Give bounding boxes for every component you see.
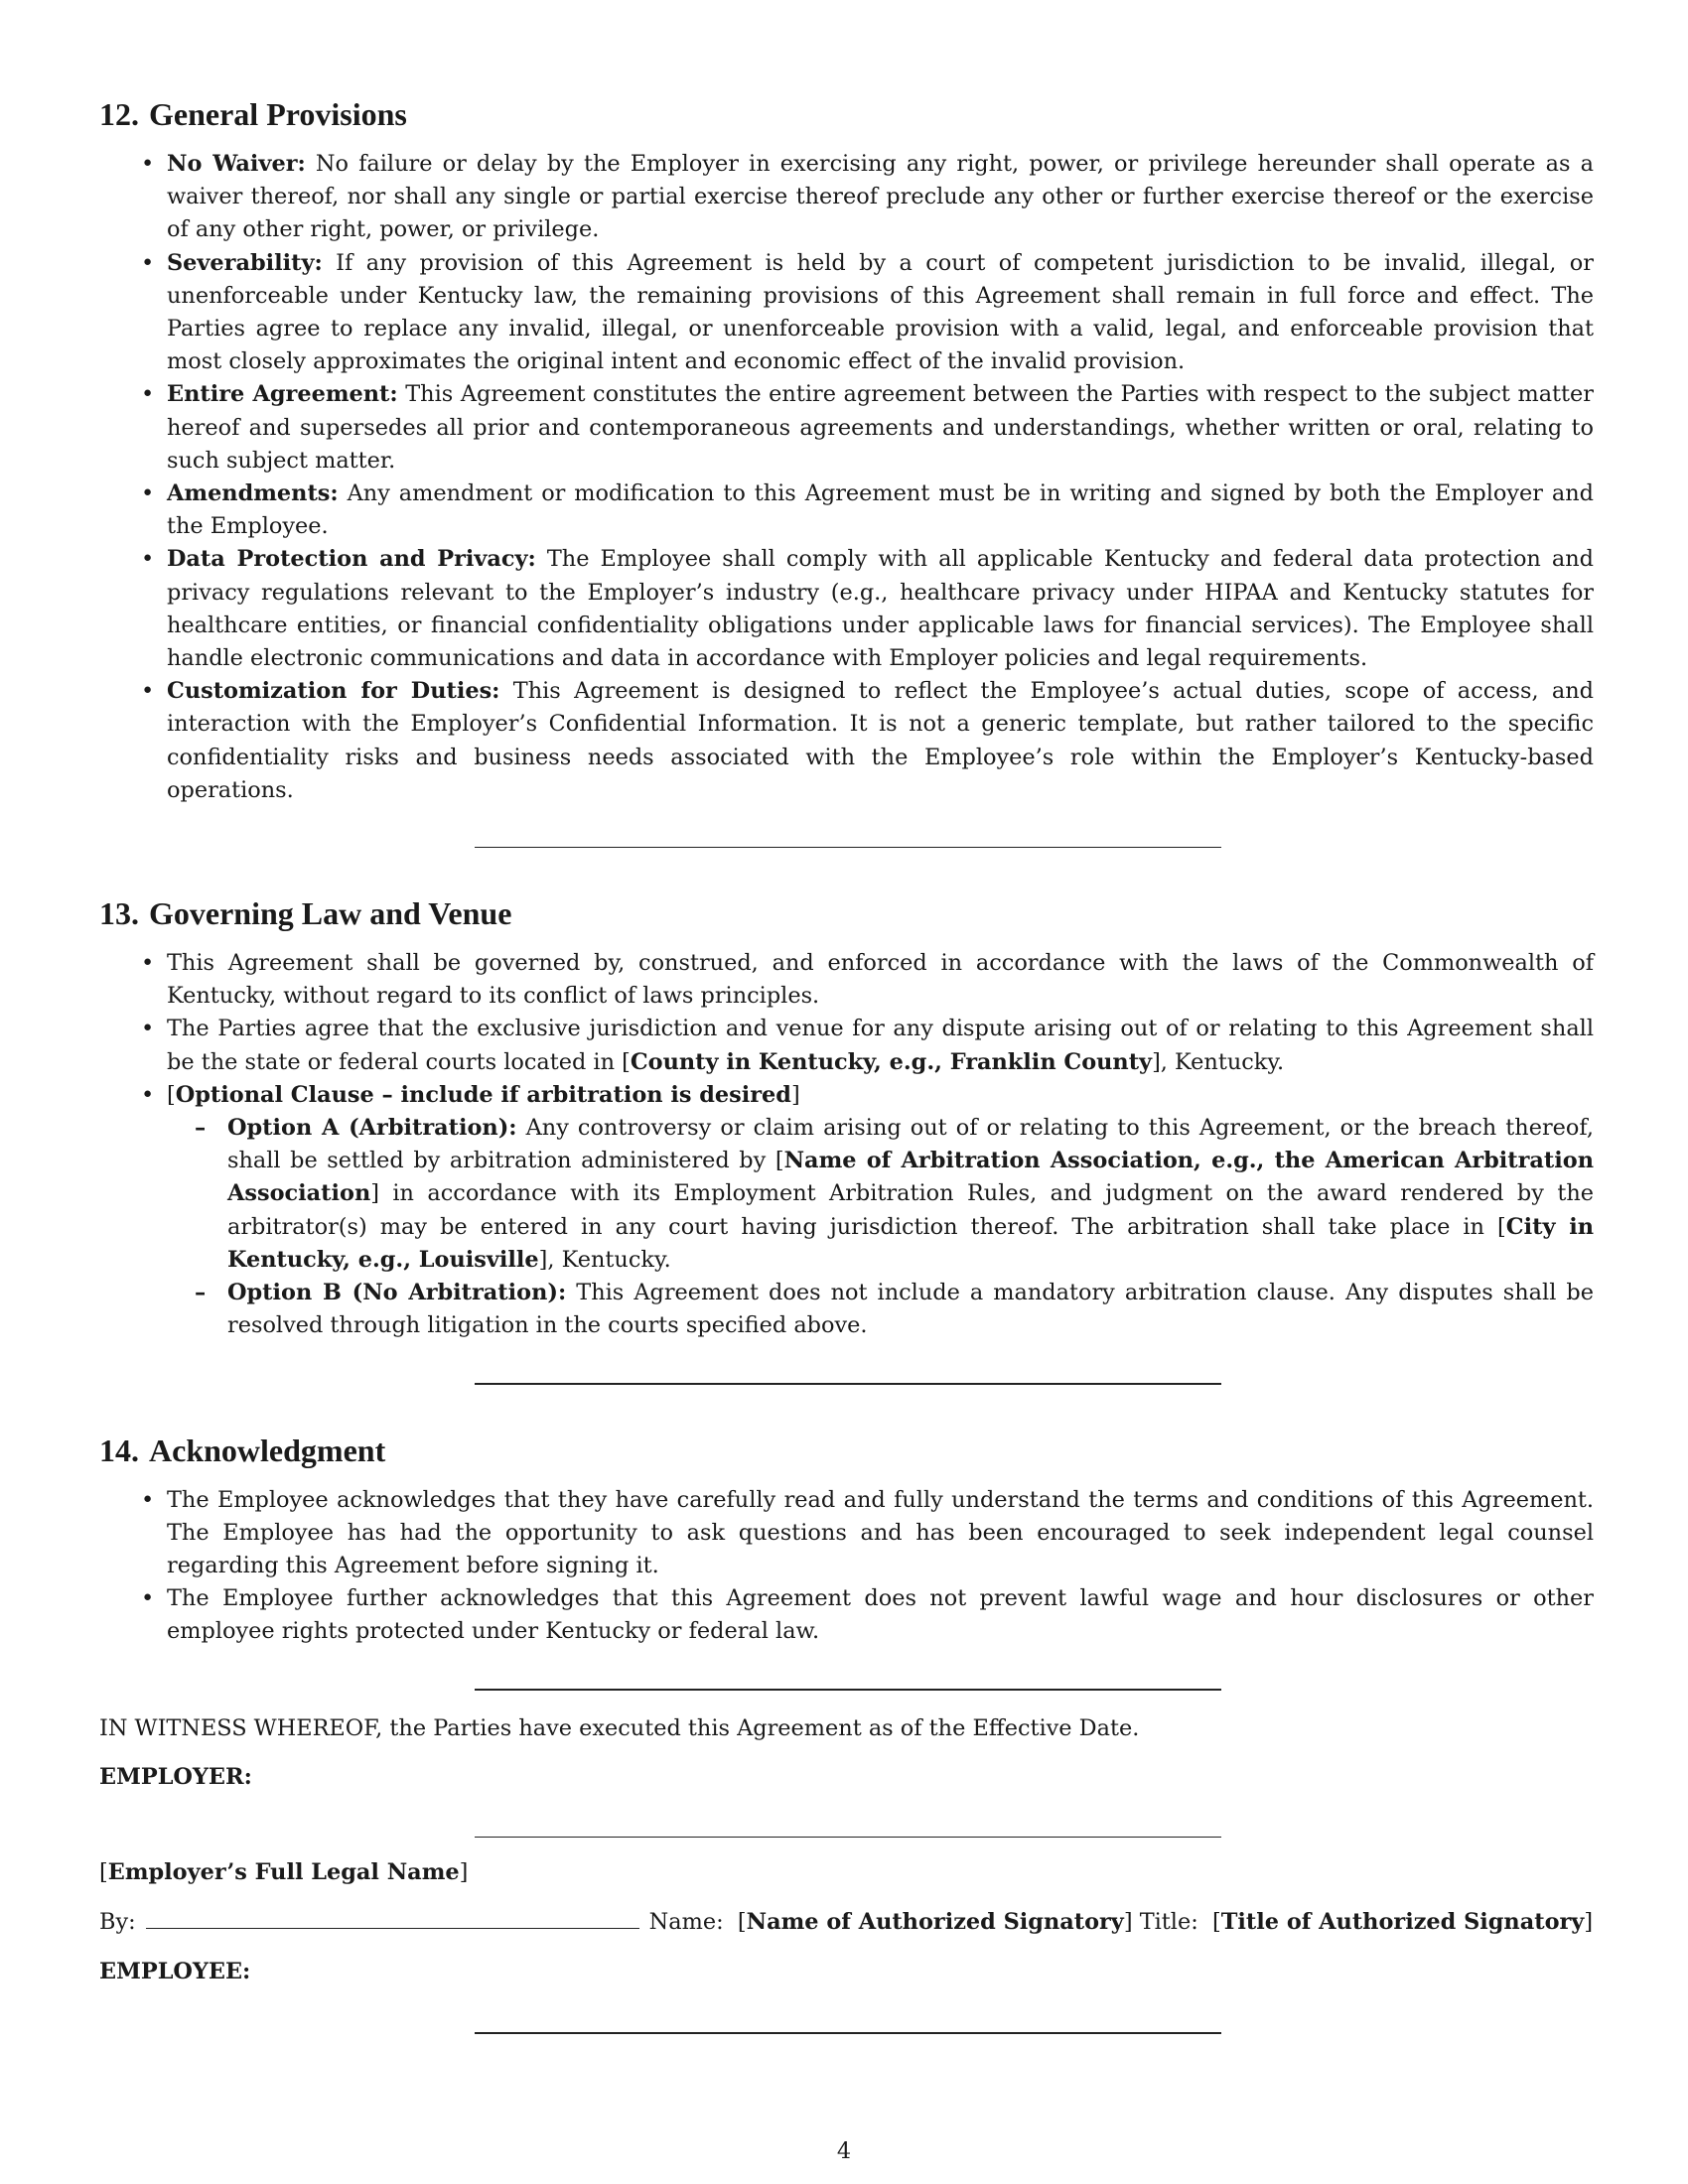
bracket: ]	[790, 1081, 800, 1108]
item-label: Data Protection and Privacy:	[167, 546, 536, 573]
by-signature-blank[interactable]	[146, 1906, 639, 1929]
section-divider	[475, 1383, 1221, 1385]
page-number: 4	[836, 2138, 852, 2164]
item-text: ], Kentucky.	[1152, 1048, 1285, 1075]
employer-name-line	[99, 1856, 1594, 1889]
bracket: [	[99, 1858, 108, 1885]
item-label: Customization for Duties:	[167, 678, 500, 705]
option-label: Option A (Arbitration):	[227, 1115, 517, 1142]
section-title: Acknowledgment	[149, 1432, 386, 1468]
name-label: Name:	[648, 1909, 724, 1936]
option-text: This Agreement does not include a mandatory arbitration clause. Any disputes shall be resolved through litigation in the courts specified above.	[227, 1280, 1594, 1339]
section-14-heading	[99, 1431, 1594, 1470]
item-label: Entire Agreement:	[167, 381, 398, 408]
list-item	[99, 1484, 1594, 1583]
section-12-heading	[99, 94, 1594, 134]
list-item	[99, 947, 1594, 1013]
employer-signature-line[interactable]	[475, 1837, 1221, 1838]
section-13-list	[99, 947, 1594, 1342]
list-item	[99, 675, 1594, 807]
item-label: Severability:	[167, 249, 323, 276]
bracket: ]	[459, 1858, 469, 1885]
signatory-line	[99, 1906, 1594, 1939]
option-list	[167, 1112, 1594, 1342]
witness-statement: IN WITNESS WHEREOF, the Parties have executed this Agreement as of the Effective Date.	[99, 1714, 1140, 1741]
by-label: By:	[99, 1909, 136, 1936]
item-text: This Agreement is designed to reflect the Employee’s actual duties, scope of access, and interaction with the Employer’s Confidential Information. It is not a generic template, but rather tailored to the specific confidentiality risks and business needs associated with the Employee’s role within the Employer’s Kentucky-based operations.	[167, 678, 1594, 803]
item-label: Amendments:	[167, 480, 339, 507]
list-item	[99, 1582, 1594, 1648]
item-label: No Waiver:	[167, 151, 306, 177]
section-number: 12.	[99, 96, 139, 132]
section-divider	[475, 1689, 1221, 1691]
title-label: Title:	[1139, 1909, 1198, 1936]
bracket: ]	[1584, 1909, 1594, 1936]
placeholder-arbitration-association: Name of Arbitration Association, e.g., the American Arbitration Association	[227, 1148, 1594, 1207]
signatory-name-placeholder: Name of Authorized Signatory	[746, 1909, 1124, 1936]
option-a	[167, 1112, 1594, 1277]
bracket: ]	[1123, 1909, 1133, 1936]
section-title: General Provisions	[149, 96, 407, 132]
employer-name-placeholder: Employer’s Full Legal Name	[107, 1858, 460, 1885]
item-text: The Employee further acknowledges that this Agreement does not prevent lawful wage and hour disclosures or other employee rights protected under Kentucky or federal law.	[167, 1585, 1594, 1645]
bracket: [	[737, 1909, 747, 1936]
section-13-heading	[99, 893, 1594, 933]
section-number: 14.	[99, 1432, 139, 1468]
placeholder-county: County in Kentucky, e.g., Franklin County	[630, 1048, 1153, 1075]
item-text: The Employee acknowledges that they have carefully read and fully understand the terms and conditions of this Agreement. The Employee has had the opportunity to ask questions and has been encouraged to seek independent legal counsel regarding this Agreement before signing it.	[167, 1486, 1594, 1578]
section-12-list	[99, 148, 1594, 807]
option-text: Any controversy or claim arising out of or relating to this Agreement, or the breach thereof, shall be settled by arbitration administered by [	[227, 1115, 1594, 1174]
employee-label: EMPLOYEE:	[99, 1959, 251, 1985]
document-page	[99, 94, 1594, 2034]
item-text: No failure or delay by the Employer in exercising any right, power, or privilege hereunder shall operate as a waiver thereof, nor shall any single or partial exercise thereof preclude any other or further exercise thereof or the exercise of any other right, power, or privilege.	[167, 151, 1594, 243]
list-item	[99, 1079, 1594, 1343]
item-text: Any amendment or modification to this Agreement must be in writing and signed by both the Employer and the Employee.	[167, 480, 1594, 540]
option-b	[167, 1277, 1594, 1342]
section-number: 13.	[99, 895, 139, 932]
optional-clause-label: Optional Clause – include if arbitration is desired	[175, 1081, 791, 1108]
item-text: This Agreement shall be governed by, construed, and enforced in accordance with the laws of the Commonwealth of Kentucky, without regard to its conflict of laws principles.	[167, 950, 1594, 1010]
option-text: ], Kentucky.	[538, 1246, 671, 1273]
section-divider	[475, 847, 1221, 848]
list-item	[99, 478, 1594, 543]
employer-label: EMPLOYER:	[99, 1763, 252, 1790]
section-title: Governing Law and Venue	[149, 895, 512, 932]
item-text: The Parties agree that the exclusive jurisdiction and venue for any dispute arising out of or relating to this Agreement shall be the state or federal courts located in [	[167, 1016, 1594, 1075]
section-14-list	[99, 1484, 1594, 1649]
item-text: This Agreement constitutes the entire agreement between the Parties with respect to the subject matter hereof and supersedes all prior and contemporaneous agreements and understandings, whether written or oral, relating to such subject matter.	[167, 381, 1594, 474]
employee-signature-line[interactable]	[475, 2032, 1221, 2034]
list-item	[99, 148, 1594, 247]
placeholder-city: City in Kentucky, e.g., Louisville	[227, 1213, 1594, 1273]
signatory-title-placeholder: Title of Authorized Signatory	[1220, 1909, 1585, 1936]
option-label: Option B (No Arbitration):	[227, 1280, 567, 1306]
item-text: The Employee shall comply with all applicable Kentucky and federal data protection and privacy regulations relevant to the Employer’s industry (e.g., healthcare privacy under HIPAA and Kentucky statutes for healthcare entities, or financial confidentiality obligations under applicable laws for financial services). The Employee shall handle electronic communications and data in accordance with Employer policies and legal requirements.	[167, 546, 1594, 672]
option-text: ] in accordance with its Employment Arbitration Rules, and judgment on the award rendered by the arbitrator(s) may be entered in any court having jurisdiction thereof. The arbitration shall take place in [	[227, 1180, 1594, 1240]
bracket: [	[1212, 1909, 1221, 1936]
list-item	[99, 247, 1594, 379]
list-item	[99, 1013, 1594, 1078]
list-item	[99, 543, 1594, 675]
bracket: [	[167, 1081, 176, 1108]
list-item	[99, 378, 1594, 478]
item-text: If any provision of this Agreement is held by a court of competent jurisdiction to be invalid, illegal, or unenforceable under Kentucky law, the remaining provisions of this Agreement shall remain in full force and effect. The Parties agree to replace any invalid, illegal, or unenforceable provision with a valid, legal, and enforceable provision that most closely approximates the original intent and economic effect of the invalid provision.	[167, 249, 1594, 375]
